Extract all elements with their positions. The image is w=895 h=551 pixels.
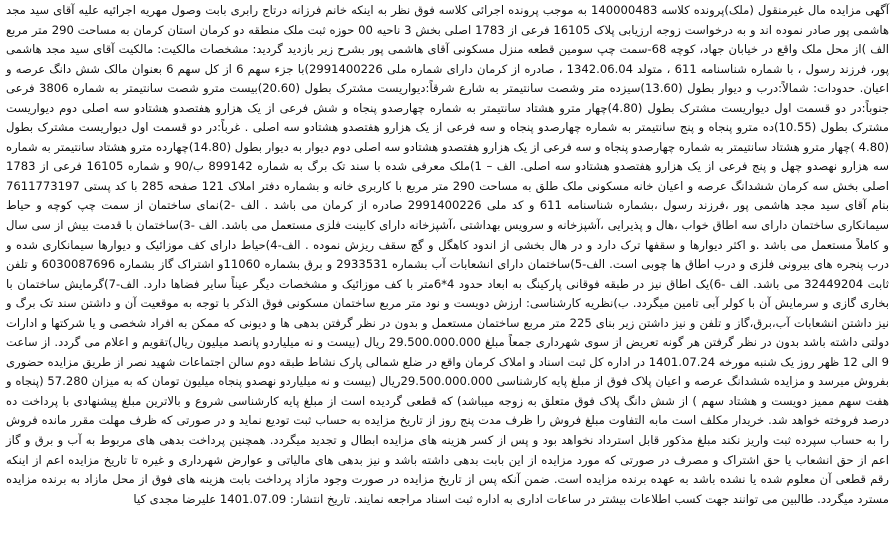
notice-body: آگهی مزایده مال غیرمنقول (ملک)پرونده کلاسه 140000483 به موجب پرونده اجرائی کلاسه فوق نظر به اینکه خانم فرزانه درتاج رابری بابت وصول مهریه اجرائیه علیه آقای سید مجد هاشمی پور صادر نموده اند و به درخواست زوجه ارزیابی پلاک 16105 فرعی از 1783 اصلی بخش 3 ناحیه 00 حوزه ثبت ملک منطقه دو کرمان استان کرمان به مساحت 290 متر مربع الف )از محل ملک واقع در خیابان جهاد، کوچه 68-سمت چپ سومین قطعه منزل مسکونی آقای هاشمی پور بشرح زیر بازدید گردید: مشخصات مالکیت: مالکیت آقای سید مجد هاشمی پور، فرزند رسول ، با شماره شناسنامه 611 ، متولد 1342.06.04 ، صادره از کرمان دارای شماره ملی 2991400226)با جزء سهم 6 از کل سهم 6 بعنوان مالک شش دانگ عرصه و اعیان. حدودات: شمالاً:درب و دیوار بطول (13.60)سیزده متر وشصت سانتیمتر به شارع شرقاً:دیواریست مشترک بطول (20.60)بیست مترو شصت سانتیمتر به شماره 3806 فرعی جنوباً:در دو قسمت اول دیواریست مشترک بطول (4.80)چهار مترو هشتاد سانتیمتر به شماره چهارصدو پنجاه و شش فرعی از یک هزارو هفتصدو هشتادو سه اصلی دوم دیواریست مشترک بطول (10.55)ده مترو پنجاه و پنج سانتیمتر به شماره چهارصدو پنجاه و سه فرعی از یک هزارو هفتصدو هشتادو سه اصلی . غرباً:در دو قسمت اول دیواریست مشترک بطول (4.80 )چهار مترو هشتاد سانتیمتر به شماره چهارصدو پنجاه و سه فرعی از یک هزارو هفتصدو هشتادو سه اصلی دوم دیوار به دیوار بطول (14.80)چهارده مترو هشتاد سانتیمتر به شماره سه هزارو نهصدو چهل و پنج فرعی از یک هزارو هفتصدو هشتادو سه اصلی. الف – 1)ملک معرفی شده با سند تک برگ به شماره 899142 ب/90 و شماره 16105 فرعی از 1783 اصلی بخش سه کرمان ششدانگ عرصه و اعیان خانه مسکونی ملک طلق به مساحت 290 متر مربع با کاربری خانه و بشماره دفتر املاک 121 صفحه 285 با کد پستی 7611773197 بنام آقای سید مجد هاشمی پور ،فرزند رسول ،بشماره شناسنامه 611 و کد ملی 2991400226 صادره از کرمان می باشد . الف -2)نمای ساختمان از سمت چپ کوچه و حیاط سیمانکاری ساختمان دارای سه اطاق خواب ،هال و پذیرایی ،آشپزخانه و سرویس بهداشتی ،آشپزخانه دارای کابینت فلزی مستعمل می باشد. الف -3)ساختمان با قدمت بیش از سی سال و کاملاً مستعمل می باشد .و اکثر دیوارها و سقفها ترک دارد و در هال بخشی از اندود کاهگل و گچ سقف ریزش نموده . الف-4)حیاط دارای کف موزائیک و دیوارها سیمانکاری شده و درب پنجره های بیرونی فلزی و درب اطاق ها چوبی است. الف-5)ساختمان دارای انشعابات آب بشماره 2933531 و برق بشماره 11060و اشتراک گاز بشماره 6030087696 و تلفن ثابت 32449204 می باشد. الف -6)یک اطاق نیز در طبقه فوقانی پارکینگ به ابعاد حدود 4*6متر با کف موزائیک و مشخصات دیگر عیناً سایر فضاها دارد. الف-7)گرمایش ساختمان با بخاری گازی و سرمایش آن با کولر آبی تامین میگردد. ب)نظریه کارشناسی: ارزش دویست و نود متر مربع ساختمان مسکونی فوق الذکر با توجه به موقعیت آن و داشتن سند تک برگ و نیز داشتن انشعابات آب،برق،گاز و تلفن و نیز داشتن زیر بنای 225 متر مربع ساختمان مستعمل و بدون در نظر گرفتن بدهی ها و دیونی که ممکن به افراد شخصی و یا شرکتها و ادارات دولتی داشته باشد بدون در نظر گرفتن هر گونه تعریض از سوی شهرداری جمعاً مبلغ 29.500.000.000 ریال (بیست و نه میلیاردو پانصد میلیون ریال)تقویم و اعلام می گردد. از ساعت 9 الی 12 ظهر روز یک شنبه مورخه 1401.07.24 در اداره کل ثبت اسناد و املاک کرمان واقع در ضلع شمالی پارک نشاط طبقه دوم سالن اجتماعات شهید نصر از طریق مزایده حضوری بفروش میرسد و مزایده ششدانگ عرصه و اعیان پلاک فوق از مبلغ پایه کارشناسی 29.500.000.000ریال (بیست و نه میلیاردو نهصدو پنجاه میلیون تومان که به میزان 57.280 (پنجاه و هفت سهم ممیز دویست و هشتاد سهم ) از شش دانگ پلاک فوق متعلق به زوجه میباشد) که قطعی گردیده است از مبلغ پایه کارشناسی شروع و بالاترین مبلغ پیشنهادی با پرداخت ده درصد فروخته خواهد شد. خریدار مکلف است مابه التفاوت مبلغ فروش را ظرف مدت پنج روز از تاریخ مزایده به حساب ثبت تودیع نماید و در صورتی که ظرف مهلت مقرر مانده فروش را به حساب سپرده ثبت واریز نکند مبلغ مذکور قابل استرداد نخواهد بود و پس از کسر هزینه های مزایده ابطال و تجدید میگردد. همچنین پرداخت بدهی های مربوط به آب و برق و گاز اعم از حق انشعاب یا حق اشتراک و مصرف در صورتی که مورد مزایده از این بابت بدهی داشته باشد و نیز بدهی های مالیاتی و عوارض شهرداری و غیره تا تاریخ مزایده اعم از اینکه رقم قطعی آن معلوم شده یا نشده باشد به عهده برنده مزایده است. ضمن آنکه پس از تاریخ مزایده در صورت وجود مازاد پرداخت بابت هزینه های فوق از محل مازاد به برنده مزایده مسترد میگردد. طالبین می توانند جهت کسب اطلاعات بیشتر در ساعات اداری به اداره ثبت اسناد مراجعه نمایند. تاریخ انتشار: 1401.07.09 علیرضا مجدی کیا <box>6 3 890 506</box>
